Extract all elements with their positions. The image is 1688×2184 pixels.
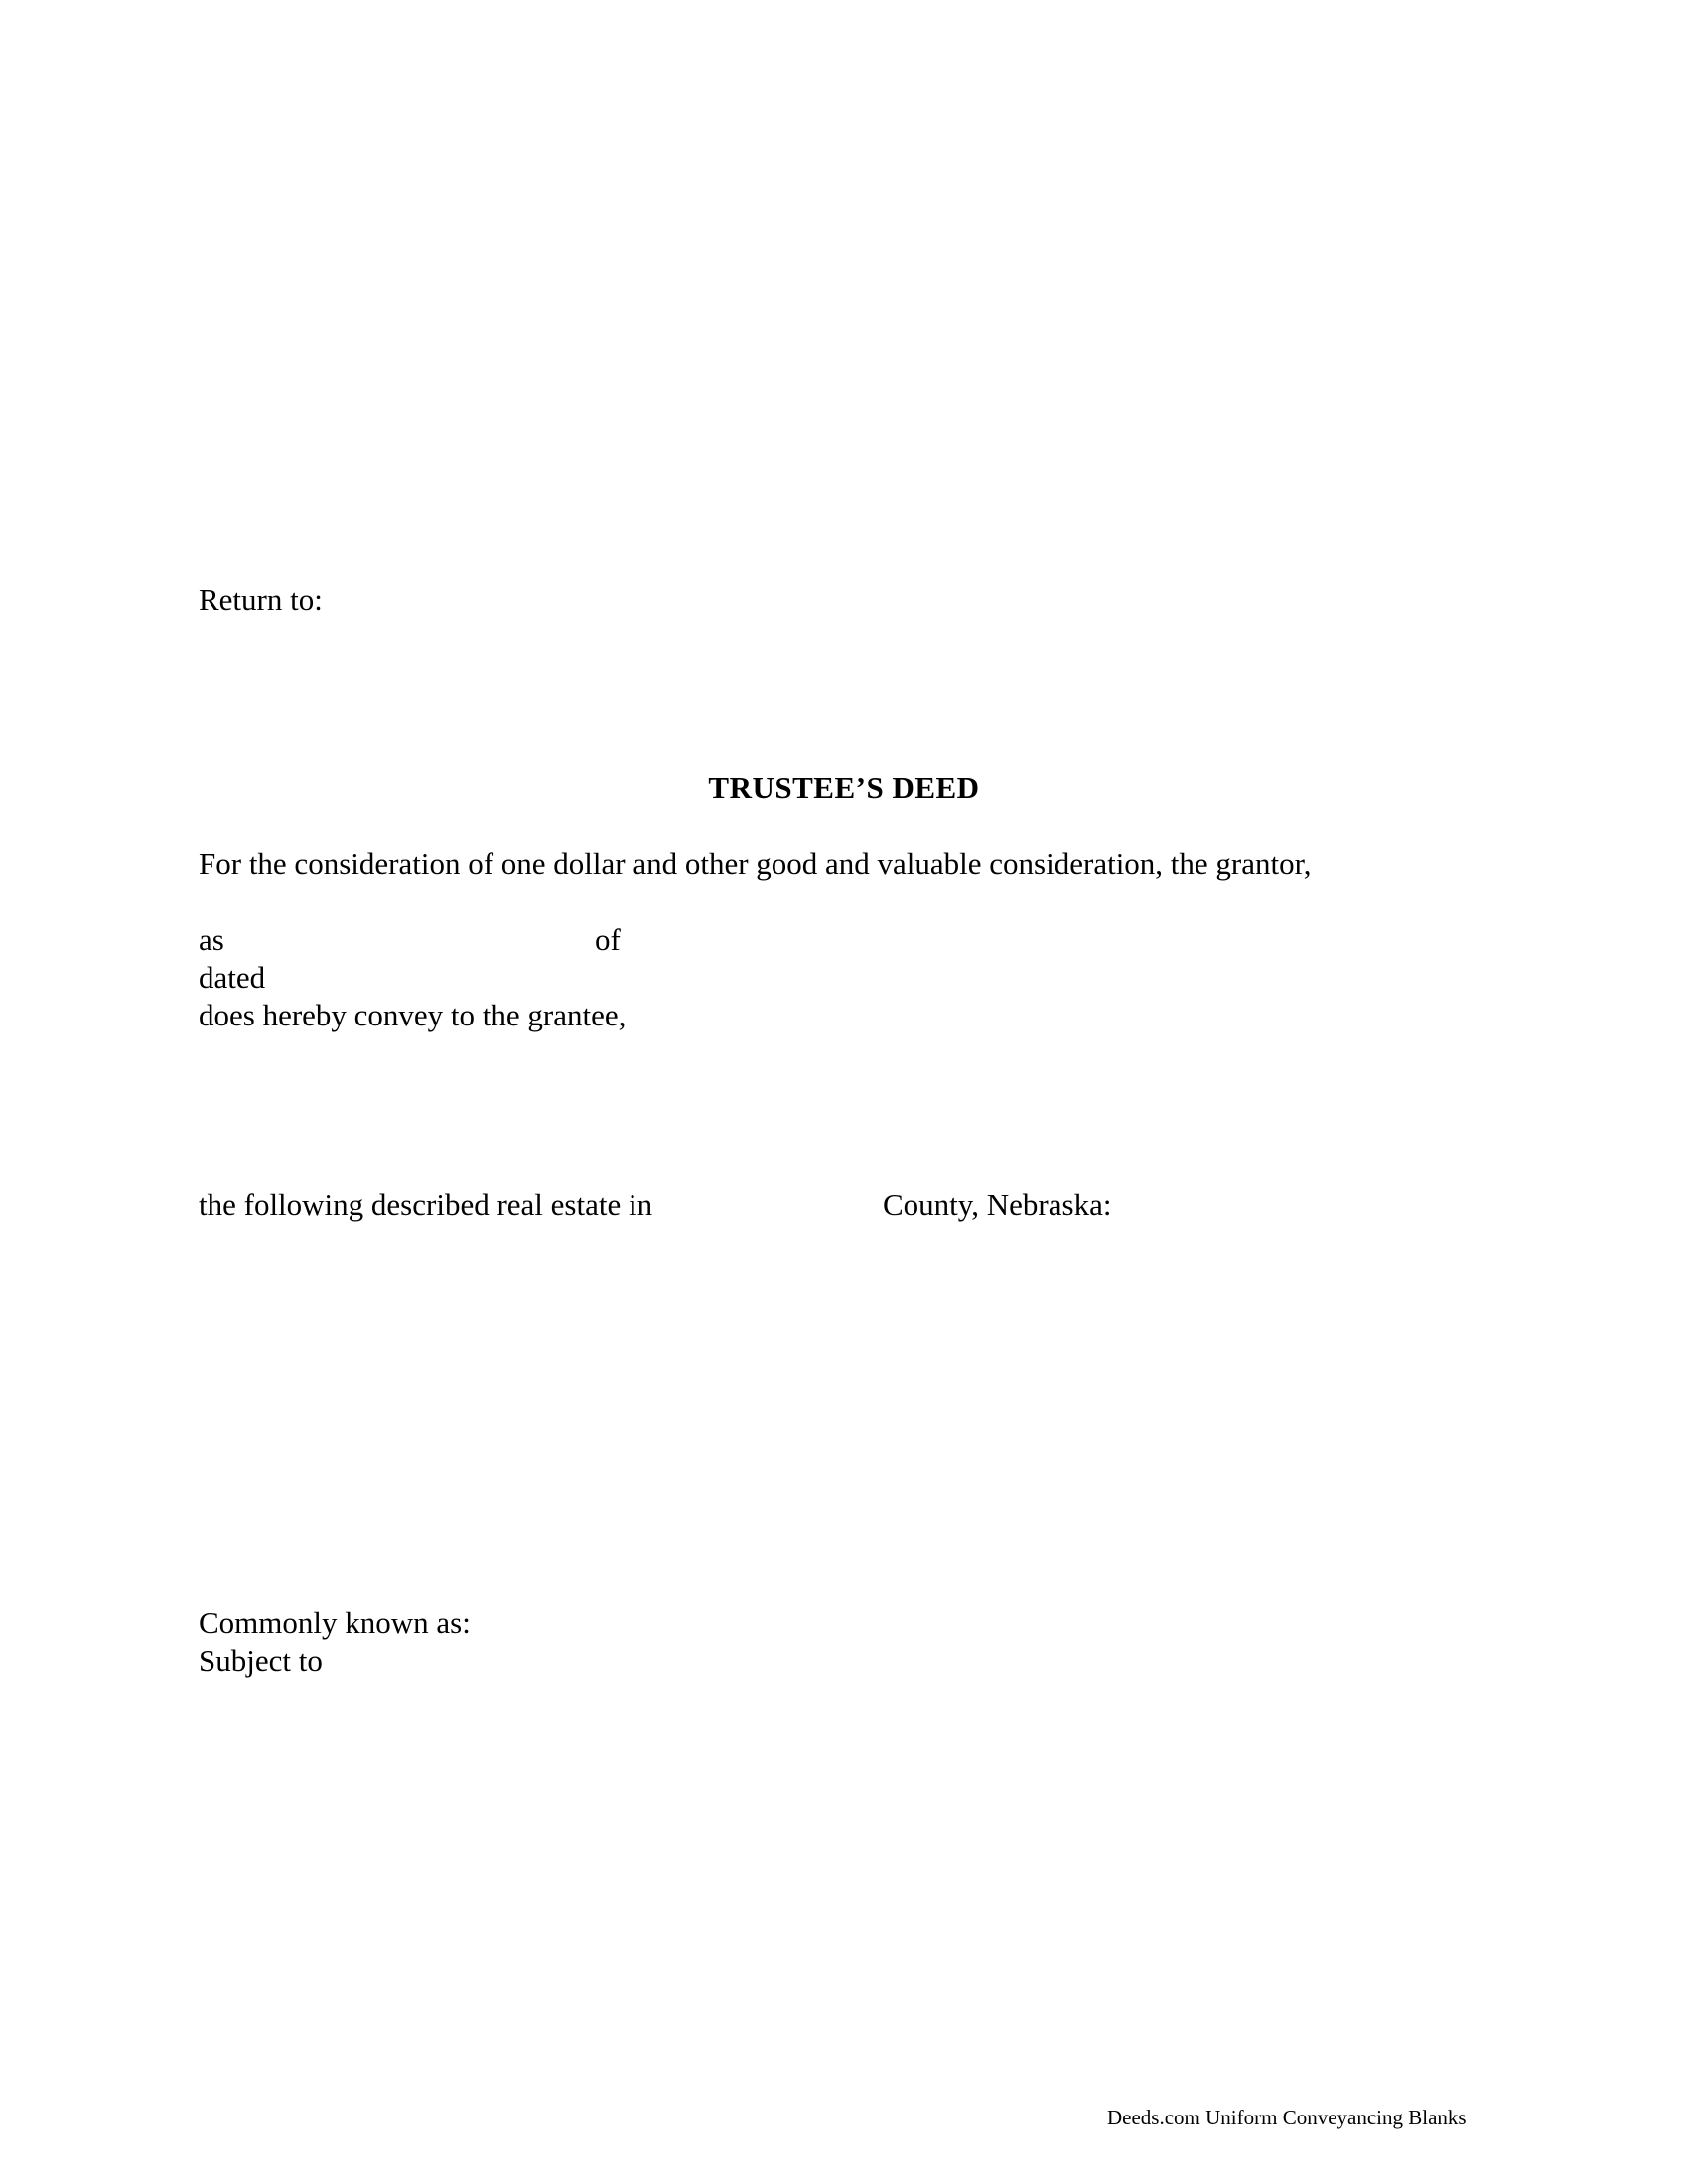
as-label: as <box>199 922 224 957</box>
return-to-label: Return to: <box>199 582 323 616</box>
consideration-text: For the consideration of one dollar and other good and valuable consideration, the grantor, <box>199 846 1312 881</box>
convey-text: does hereby convey to the grantee, <box>199 998 627 1032</box>
footer-text: Deeds.com Uniform Conveyancing Blanks <box>1107 2106 1467 2129</box>
real-estate-label: the following described real estate in <box>199 1187 653 1222</box>
subject-to-label: Subject to <box>199 1643 323 1678</box>
dated-label: dated <box>199 960 266 995</box>
commonly-known-label: Commonly known as: <box>199 1605 471 1640</box>
of-label: of <box>595 922 621 957</box>
document-title: TRUSTEE’S DEED <box>708 770 980 805</box>
county-label: County, Nebraska: <box>883 1187 1112 1222</box>
